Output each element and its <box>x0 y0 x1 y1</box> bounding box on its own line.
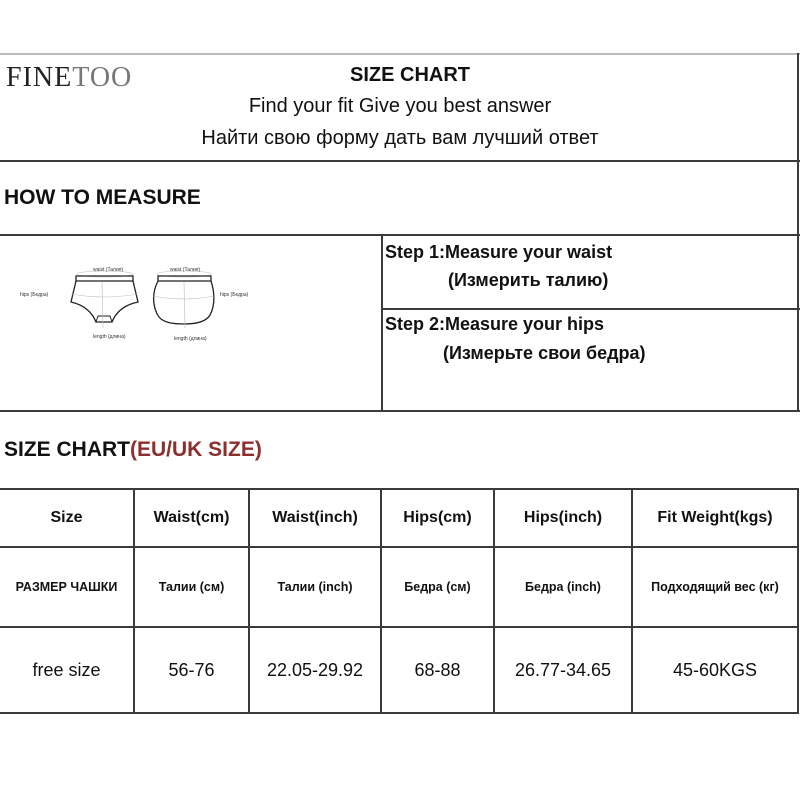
header-cell: Waist(inch) <box>249 489 381 547</box>
waist-label: waist (Талия) <box>93 267 124 273</box>
divider <box>0 160 800 162</box>
logo-dark: FINE <box>6 62 73 93</box>
header-cell-ru: Талии (inch) <box>249 547 381 627</box>
size-region-label: (EU/UK SIZE) <box>130 438 262 461</box>
header-cell: Size <box>0 489 134 547</box>
page-title: SIZE CHART <box>350 64 470 86</box>
divider <box>0 53 800 55</box>
header-cell-ru: Бедра (см) <box>381 547 494 627</box>
brand-logo <box>6 62 132 94</box>
step-2-en: Step 2:Measure your hips <box>385 314 605 334</box>
table-cell: 56-76 <box>134 627 249 713</box>
logo-light: TOO <box>72 62 133 93</box>
header-cell-ru: Подходящий вес (кг) <box>632 547 798 627</box>
divider <box>0 234 800 236</box>
how-to-measure-heading: HOW TO MEASURE <box>4 186 201 209</box>
header-cell-ru: Талии (см) <box>134 547 249 627</box>
table-header-row <box>0 489 798 547</box>
step-1-en: Step 1:Measure your waist <box>385 242 613 262</box>
step-2-ru: (Измерьте свои бедра) <box>443 343 646 363</box>
table-row <box>0 627 798 713</box>
table-cell: 68-88 <box>381 627 494 713</box>
header-cell: Hips(cm) <box>381 489 494 547</box>
hips-label: hips (Бедра) <box>20 292 49 298</box>
table-header-row-ru <box>0 547 798 627</box>
waist-label: waist (Талия) <box>170 267 201 273</box>
header-cell-ru: РАЗМЕР ЧАШКИ <box>0 547 134 627</box>
size-chart-heading-text: SIZE CHART <box>4 438 130 461</box>
length-label: length (длина) <box>93 334 126 340</box>
divider <box>0 410 800 412</box>
subtitle-ru: Найти свою форму дать вам лучший ответ <box>201 127 599 149</box>
header-cell: Hips(inch) <box>494 489 632 547</box>
header-cell: Waist(cm) <box>134 489 249 547</box>
hips-label: hips (Бедра) <box>220 292 249 298</box>
divider <box>797 53 799 411</box>
table-cell: 22.05-29.92 <box>249 627 381 713</box>
size-chart-heading <box>4 438 262 462</box>
divider <box>381 235 383 411</box>
subtitle-en: Find your fit Give you best answer <box>248 95 552 117</box>
table-cell: 26.77-34.65 <box>494 627 632 713</box>
size-table <box>0 488 799 714</box>
length-label: length (длина) <box>174 336 207 342</box>
table-cell: free size <box>0 627 134 713</box>
step-1-ru: (Измерить талию) <box>448 270 609 290</box>
header-cell-ru: Бедра (inch) <box>494 547 632 627</box>
table-cell: 45-60KGS <box>632 627 798 713</box>
header-cell: Fit Weight(kgs) <box>632 489 798 547</box>
divider <box>382 308 800 310</box>
underwear-measurement-diagram <box>14 262 254 352</box>
